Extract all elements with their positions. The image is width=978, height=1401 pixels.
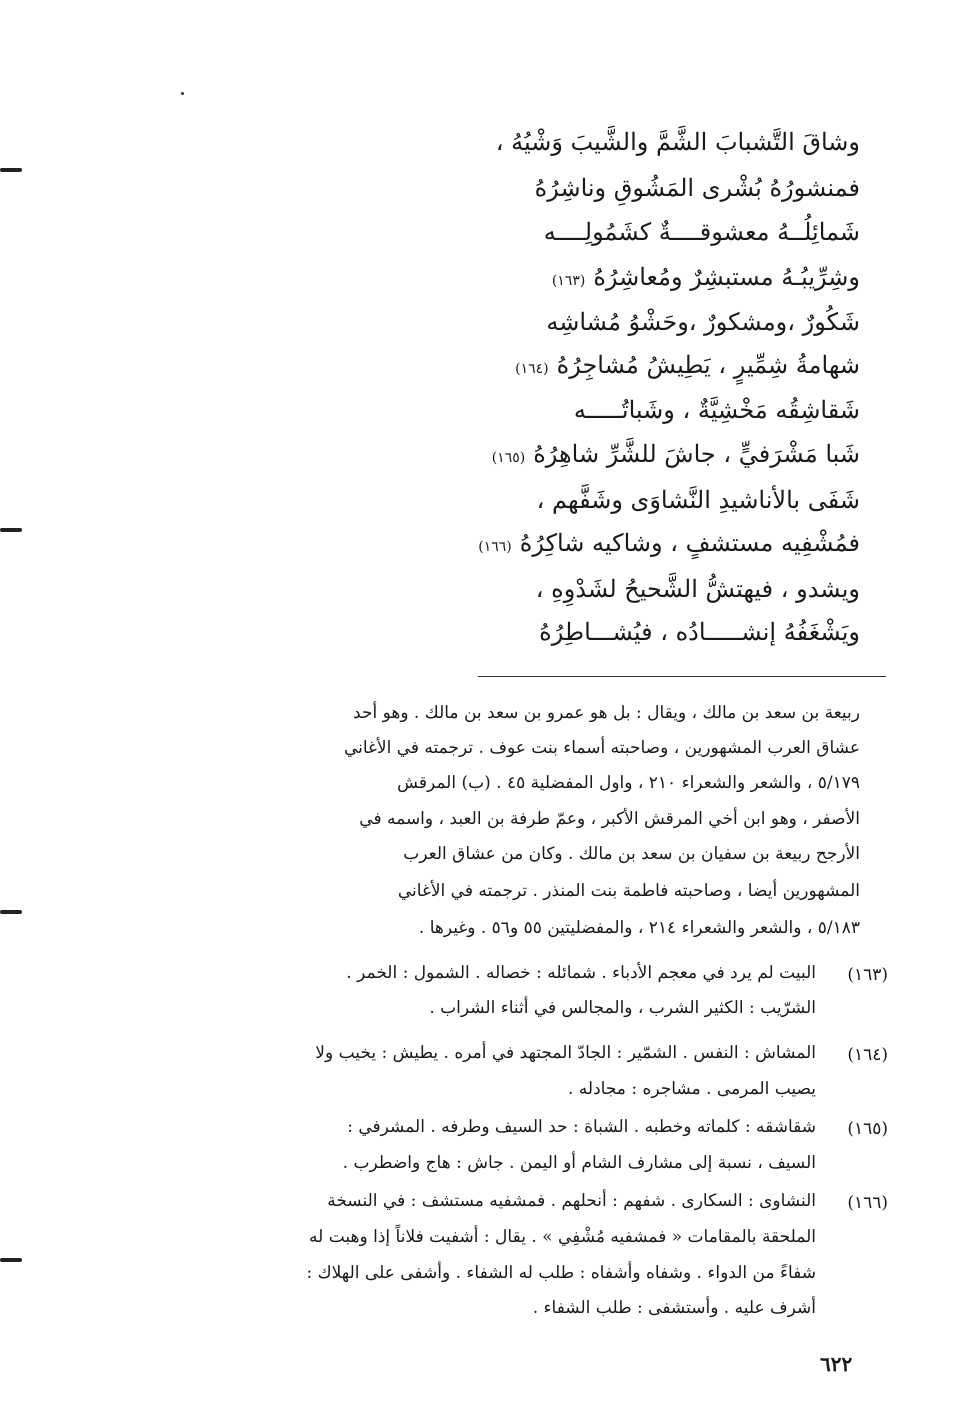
verse-line: وشاقَ التَّشبابَ الشَّمَّ والشَّيبَ وَشْيُهُ ، [495, 128, 860, 156]
verse-line: شَكُورٌ ،ومشكورٌ ،وحَشْوُ مُشاشِه [546, 308, 860, 336]
scan-edge-mark [0, 910, 22, 914]
verse-note-number: (١٦٣) [551, 273, 586, 289]
verse-text: وشِرِّيبُـهُ مستبشِرٌ ومُعاشِرُهُ [593, 263, 860, 291]
footnote-line: أشرف عليه . وأستشفى : طلب الشفاء . [532, 1298, 816, 1318]
footnote-number: (١٦٥) [847, 1119, 888, 1139]
footnote-line: الشرّيب : الكثير الشرب ، والمجالس في أثناء الشراب . [429, 998, 816, 1018]
footnote-line: السيف ، نسبة إلى مشارف الشام أو اليمن . جاش : هاج واضطرب . [342, 1153, 816, 1173]
verse-line: شَفَى بالأناشيدِ النَّشاوَى وشَفَّهم ، [536, 486, 860, 514]
footnote-line: عشاق العرب المشهورين ، وصاحبته أسماء بنت عوف . ترجمته في الأغاني [343, 738, 860, 758]
footnote-line: ٥/١٧٩ ، والشعر والشعراء ٢١٠ ، واول المفضلية ٤٥ . (ب) المرقش [397, 773, 860, 793]
footnote-separator [478, 676, 886, 677]
verse-text: شهامةُ شِمِّيرٍ ، يَطِيشُ مُشاجِرُهُ [556, 351, 860, 379]
verse-line [552, 265, 860, 289]
ink-speck [181, 92, 184, 95]
footnote-line: الأرجح ربيعة بن سفيان بن سعد بن مالك . وكان من عشاق العرب [403, 844, 860, 864]
footnote-line: المشهورين أيضا ، وصاحبته فاطمة بنت المنذر . ترجمته في الأغاني [397, 881, 860, 901]
verse-line: شَقاشِقُه مَخْشِيَّةٌ ، وشَباتُـــــه [573, 396, 860, 424]
footnote-line: النشاوى : السكارى . شفهم : أنحلهم . فمشفيه مستشف : في النسخة [327, 1191, 816, 1211]
verse-line [492, 442, 860, 466]
footnote-line: يصيب المرمى . مشاجره : مجادله . [567, 1079, 816, 1099]
footnote-line: البيت لم يرد في معجم الأدباء . شمائله : خصاله . الشمول : الخمر . [346, 963, 816, 983]
footnote-number: (١٦٣) [847, 965, 888, 985]
verse-line: شَمائِلُــهُ معشوقــــةٌ كشَمُولِــــه [543, 218, 860, 246]
verse-note-number: (١٦٥) [491, 450, 526, 466]
verse-line [478, 531, 860, 555]
footnote-line: الأصفر ، وهو ابن أخي المرقش الأكبر ، وعمّ طرفة بن العبد ، واسمه في [359, 809, 860, 829]
verse-line: ويشدو ، فيهتشُّ الشَّحيحُ لشَدْوِهِ ، [535, 575, 860, 603]
verse-text: فمُشْفِيه مستشفٍ ، وشاكيه شاكِرُهُ [519, 529, 860, 557]
verse-line: ويَشْغَفُهُ إنشـــــادُه ، فيُشـــاطِرُهُ [539, 618, 860, 646]
scan-edge-mark [0, 168, 22, 172]
scan-edge-mark [0, 1258, 22, 1262]
footnote-line: ٥/١٨٣ ، والشعر والشعراء ٢١٤ ، والمفضليتين ٥٥ و٥٦ . وغيرها . [418, 918, 860, 938]
verse-note-number: (١٦٦) [478, 539, 512, 555]
scan-edge-mark [0, 528, 22, 532]
verse-line [515, 353, 860, 377]
verse-text: شَبا مَشْرَفيٍّ ، جاشَ للشَّرِّ شاهِرُهُ [533, 440, 860, 468]
footnote-number: (١٦٤) [847, 1045, 888, 1065]
page-number: ٦٢٢ [820, 1352, 853, 1376]
verse-line: فمنشورُهُ بُشْرى المَشُوقِ وناشِرُهُ [534, 174, 860, 202]
footnote-line: ربيعة بن سعد بن مالك ، ويقال : بل هو عمرو بن سعد بن مالك . وهو أحد [353, 703, 860, 723]
footnote-line: شقاشقه : كلماته وخطبه . الشباة : حد السيف وطرفه . المشرفي : [347, 1117, 816, 1137]
footnote-line: المشاش : النفس . الشمّير : الجادّ المجتهد في أمره . يطيش : يخيب ولا [315, 1043, 816, 1063]
footnote-line: شفاءً من الدواء . وشفاه وأشفاه : طلب له الشفاء . وأشفى على الهلاك : [306, 1263, 816, 1283]
footnote-line: الملحقة بالمقامات « فمشفيه مُشْفِي » . يقال : أشفيت فلاناً إذا وهبت له [309, 1227, 816, 1247]
footnote-number: (١٦٦) [847, 1193, 888, 1213]
verse-note-number: (١٦٤) [515, 361, 549, 377]
